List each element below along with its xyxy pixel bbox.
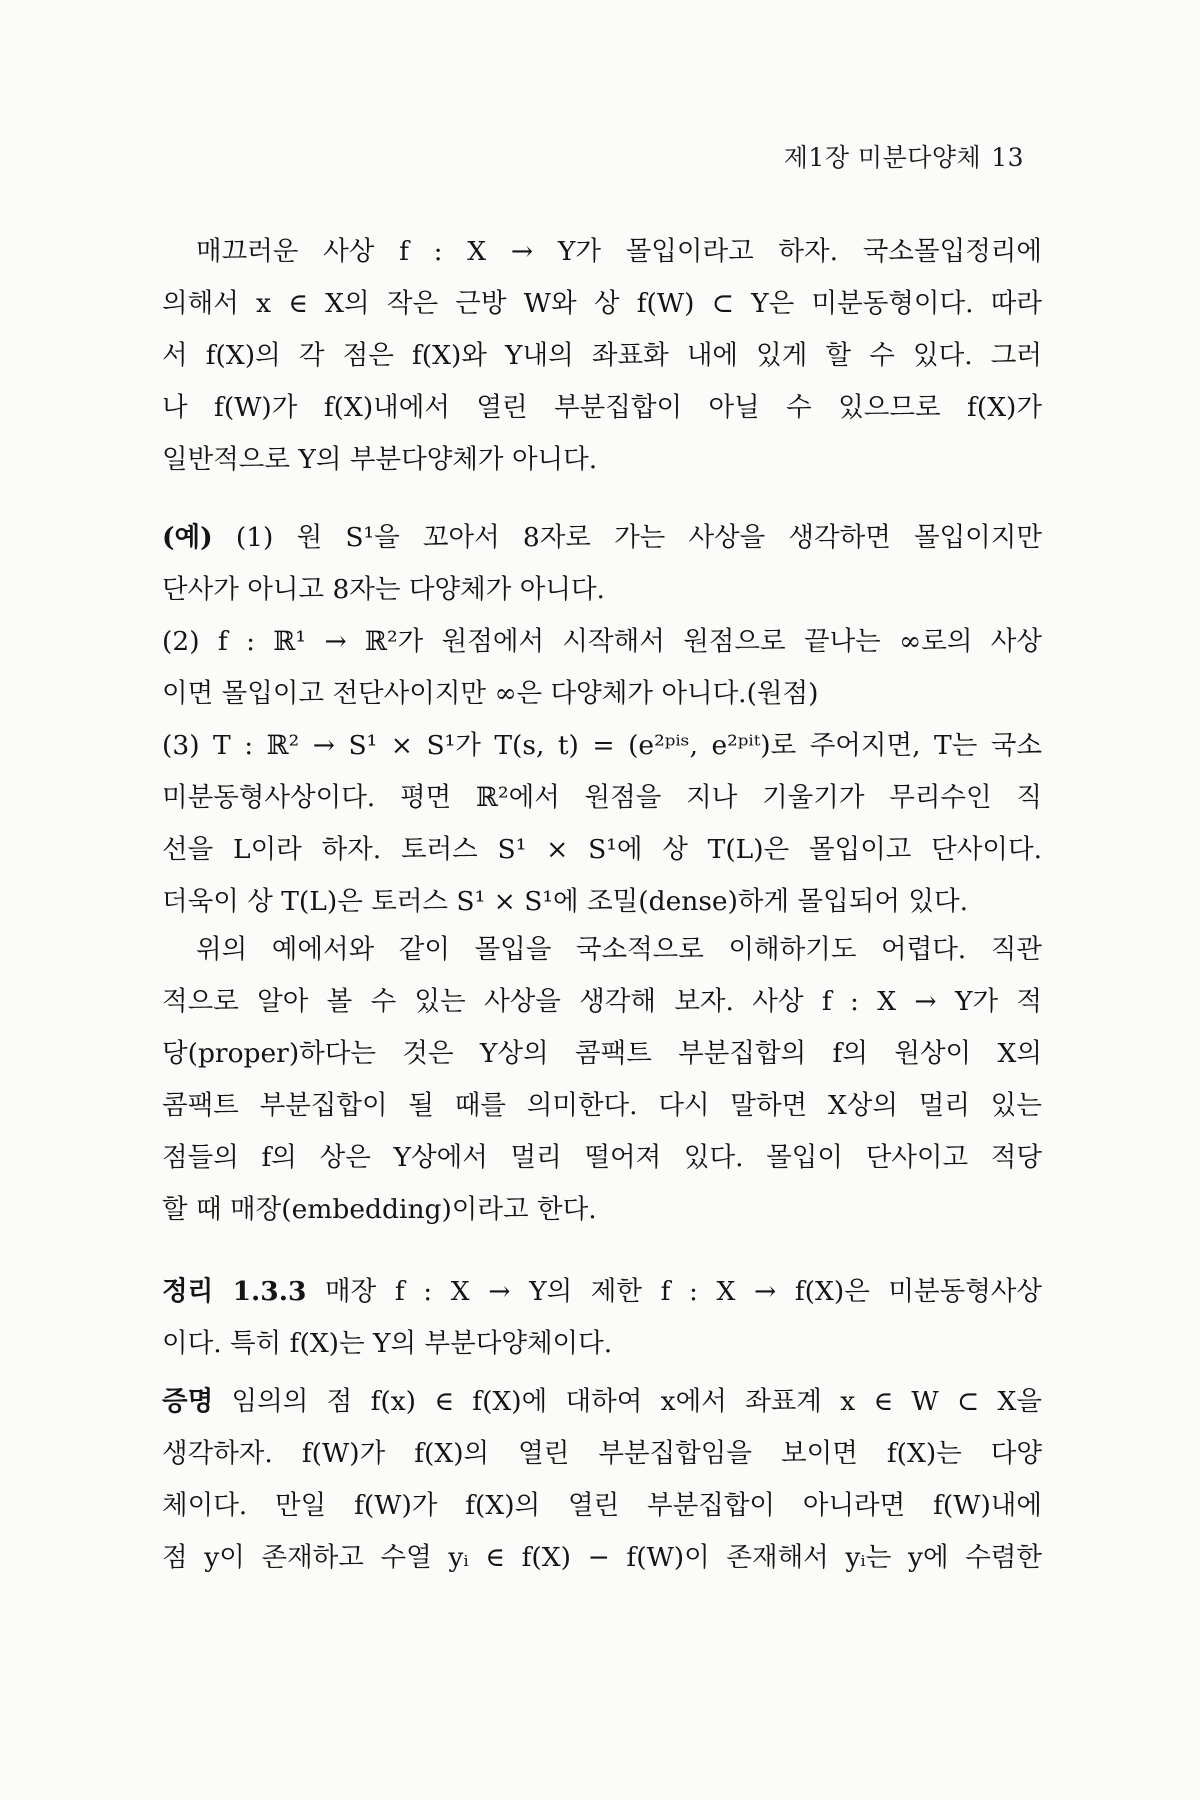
example-label: (예) (162, 522, 213, 553)
page-number: 13 (991, 143, 1024, 172)
paragraph-proper-map (162, 924, 1042, 1236)
theorem-label: 정리 1.3.3 (162, 1276, 307, 1307)
text-line: 선을 L이라 하자. 토러스 S¹ × S¹에 상 T(L)은 몰입이고 단사이다. (162, 834, 1042, 865)
text-line: 미분동형사상이다. 평면 ℝ²에서 원점을 지나 기울기가 무리수인 직 (162, 782, 1042, 813)
text-line: 할 때 매장(embedding)이라고 한다. (162, 1194, 597, 1225)
text-line: 점들의 f의 상은 Y상에서 멀리 떨어져 있다. 몰입이 단사이고 적당 (162, 1142, 1042, 1173)
text-line: 서 f(X)의 각 점은 f(X)와 Y내의 좌표화 내에 있게 할 수 있다. 그러 (162, 340, 1042, 371)
text-line: 더욱이 상 T(L)은 토러스 S¹ × S¹에 조밀(dense)하게 몰입되어 있다. (162, 886, 968, 917)
proof-line-text: 임의의 점 f(x) ∈ f(X)에 대하여 x에서 좌표계 x ∈ W ⊂ X을 (231, 1386, 1042, 1417)
text-line: 이다. 특히 f(X)는 Y의 부분다양체이다. (162, 1328, 613, 1359)
text-line: 적으로 알아 볼 수 있는 사상을 생각해 보자. 사상 f : X → Y가 적 (162, 986, 1042, 1017)
text-line: 콤팩트 부분집합이 될 때를 의미한다. 다시 말하면 X상의 멀리 있는 (162, 1090, 1042, 1121)
theorem-block (162, 1266, 1042, 1370)
theorem-line-text: 매장 f : X → Y의 제한 f : X → f(X)은 미분동형사상 (325, 1276, 1042, 1307)
text-line: 의해서 x ∈ X의 작은 근방 W와 상 f(W) ⊂ Y은 미분동형이다. 따라 (162, 288, 1042, 319)
text-line: 당(proper)하다는 것은 Y상의 콤팩트 부분집합의 f의 원상이 X의 (162, 1038, 1042, 1069)
text-line: 나 f(W)가 f(X)내에서 열린 부분집합이 아닐 수 있으므로 f(X)가 (162, 392, 1042, 423)
page-header (784, 138, 1024, 174)
text-line (162, 1376, 1042, 1428)
text-line: 위의 예에서와 같이 몰입을 국소적으로 이해하기도 어렵다. 직관 (196, 934, 1042, 965)
text-line: 일반적으로 Y의 부분다양체가 아니다. (162, 444, 598, 475)
text-line: (3) T : ℝ² → S¹ × S¹가 T(s, t) = (e²ᵖⁱˢ, e²ᵖⁱᵗ)로 주어지면, T는 국소 (162, 730, 1042, 761)
text-line: 점 y이 존재하고 수열 yᵢ ∈ f(X) − f(W)이 존재해서 yᵢ는 y에 수렴한 (162, 1542, 1042, 1573)
text-line: 이면 몰입이고 전단사이지만 ∞은 다양체가 아니다.(원점) (162, 678, 819, 709)
text-line: (2) f : ℝ¹ → ℝ²가 원점에서 시작해서 원점으로 끝나는 ∞로의 사상 (162, 626, 1042, 657)
text-line: 매끄러운 사상 f : X → Y가 몰입이라고 하자. 국소몰입정리에 (196, 236, 1042, 267)
examples-block (162, 512, 1042, 928)
text-line (162, 1266, 1042, 1318)
proof-label: 증명 (162, 1386, 214, 1417)
chapter-title: 제1장 미분다양체 (783, 143, 982, 172)
text-line: 체이다. 만일 f(W)가 f(X)의 열린 부분집합이 아니라면 f(W)내에 (162, 1490, 1042, 1521)
text-line: 생각하자. f(W)가 f(X)의 열린 부분집합임을 보이면 f(X)는 다양 (162, 1438, 1042, 1469)
text-line: 단사가 아니고 8자는 다양체가 아니다. (162, 574, 605, 605)
text-line (162, 512, 1042, 564)
paragraph-immersion (162, 226, 1042, 486)
example-line-text: (1) 원 S¹을 꼬아서 8자로 가는 사상을 생각하면 몰입이지만 (235, 522, 1042, 553)
proof-block (162, 1376, 1042, 1584)
